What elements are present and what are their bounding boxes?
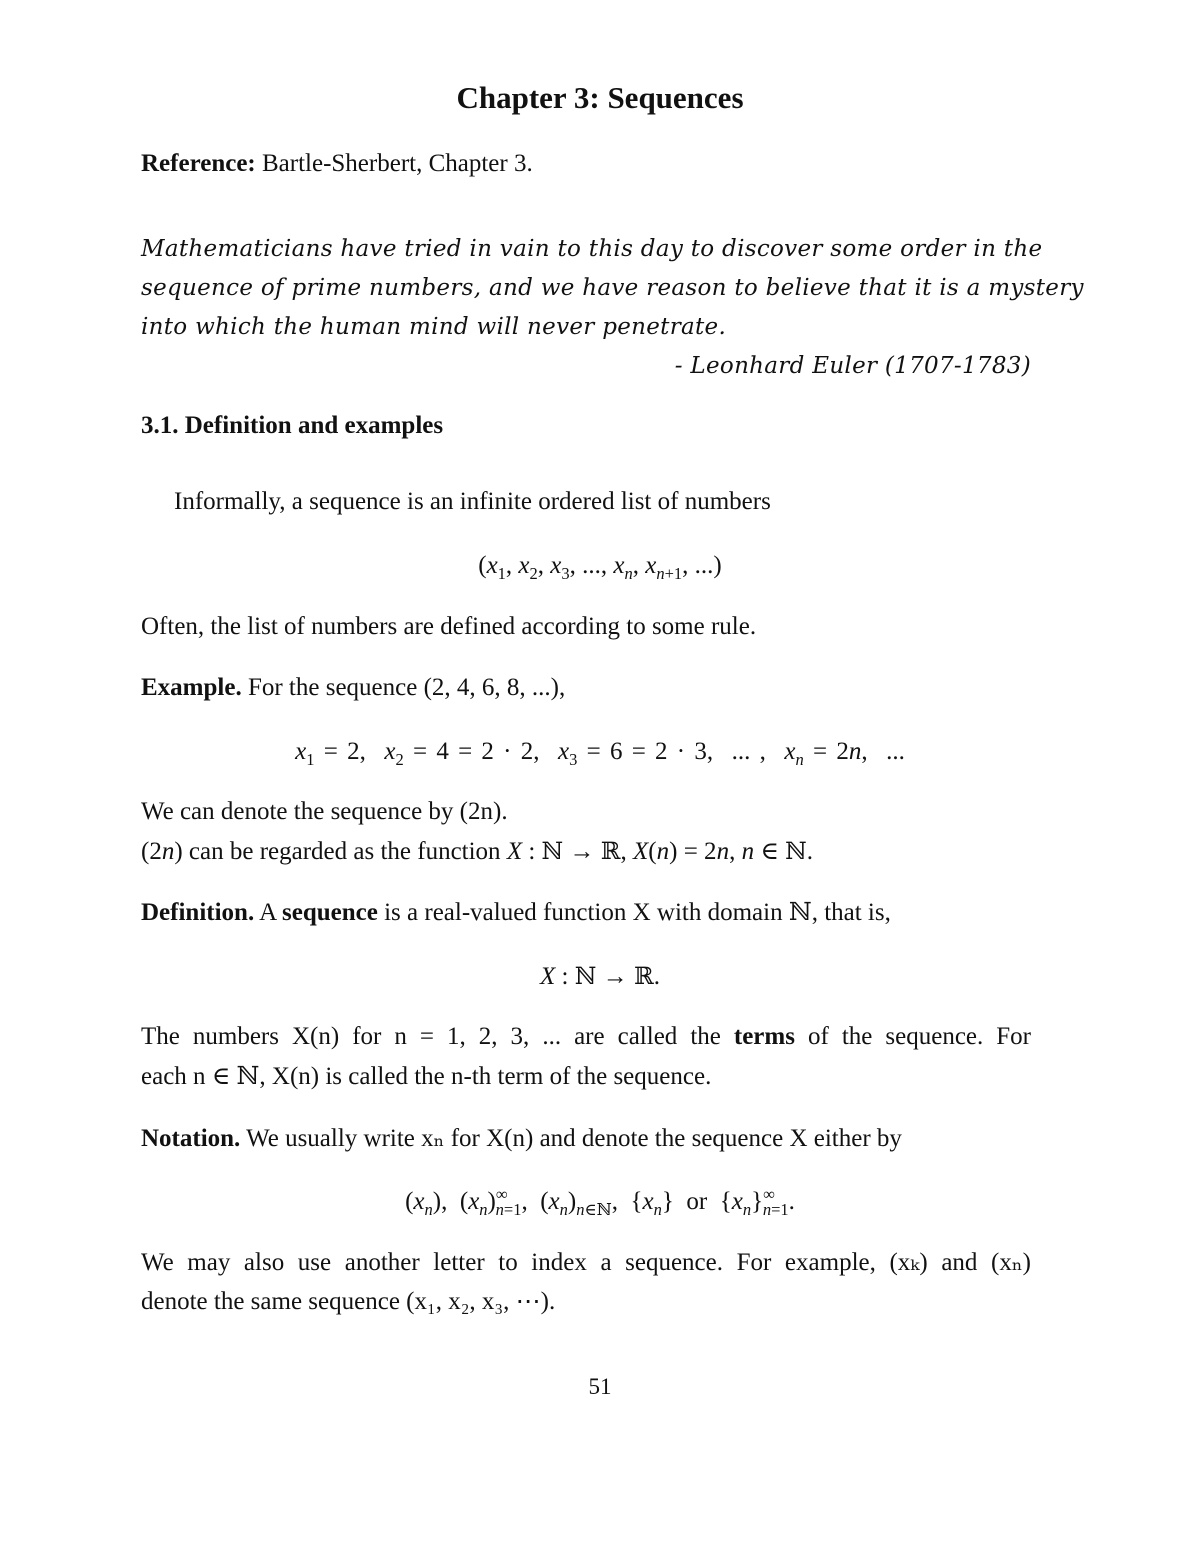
page-title: Chapter 3: Sequences [456,80,744,115]
equation-function-line: (2n) can be regarded as the function X : ℕ → ℝ, X(n) = 2n, n ∈ ℕ. [141,837,814,865]
terms-pre: The numbers X(n) for n = 1, 2, 3, ... are called the [141,1023,721,1050]
quote-line-2: sequence of prime numbers, and we have reason to believe that it is a mystery [141,275,1084,301]
reference-text: Bartle-Sherbert, Chapter 3. [261,150,533,177]
quote-line-1: Mathematicians have tried in vain to this day to discover some order in the [141,236,1043,262]
definition-label: Definition. [141,899,255,926]
terms-term: terms [733,1023,795,1050]
paragraph-index-line-2: denote the same sequence (x₁, x₂, x₃, ⋯). [141,1288,556,1315]
page-number: 51 [588,1374,612,1399]
example-text: For the sequence (2, 4, 6, 8, ...), [247,674,566,701]
notation-text: We usually write xₙ for X(n) and denote the sequence X either by [246,1125,902,1152]
equation-mapping: X : ℕ → ℝ. [540,962,660,990]
reference-line [141,148,1031,180]
example-line [141,672,1031,704]
paragraph-rule: Often, the list of numbers are defined according to some rule. [141,613,757,640]
quote-author: - Leonhard Euler (1707-1783) [674,353,1031,379]
notation-line [141,1123,1031,1155]
equation-sequence-list: ($x_1$, $x_2$, $x_3$, ..., $x_n$, $x_{n+1}$, ...) [478,552,722,583]
definition-line [141,897,1031,929]
example-label: Example. [141,674,242,701]
paragraph-index-line-1: We may also use another letter to index a sequence. For example, (xₖ) and (xₙ) [141,1249,1031,1276]
terms-line-1 [141,1021,1031,1053]
definition-pre: A [259,899,276,926]
equation-notations: $(x_n)$, $(x_n)^\infty_{n=1}$, $(x_n)_{n\in ℕ}$, $\{x_n\}$ or $\{x_n\}^\infty_{n=1}$. [405,1184,795,1219]
reference-label: Reference: [141,150,256,177]
equation-example-terms: $x_1 = 2$, $x_2 = 4 = 2 \cdot 2$, $x_3 = 6 = 2 \cdot 3$, ... , $x_n = 2n$, ... [295,738,905,769]
paragraph-informal: Informally, a sequence is an infinite ordered list of numbers [174,488,771,515]
notation-label: Notation. [141,1125,241,1152]
definition-term: sequence [282,899,378,926]
terms-line-2: each n ∈ ℕ, X(n) is called the n-th term of the sequence. [141,1063,712,1090]
terms-post: of the sequence. For [808,1023,1032,1050]
paragraph-denote: We can denote the sequence by (2n). [141,798,508,825]
definition-post: is a real-valued function X with domain ℕ, that is, [384,899,891,926]
quote-line-3: into which the human mind will never penetrate. [141,314,727,340]
section-heading: 3.1. Definition and examples [141,412,444,439]
